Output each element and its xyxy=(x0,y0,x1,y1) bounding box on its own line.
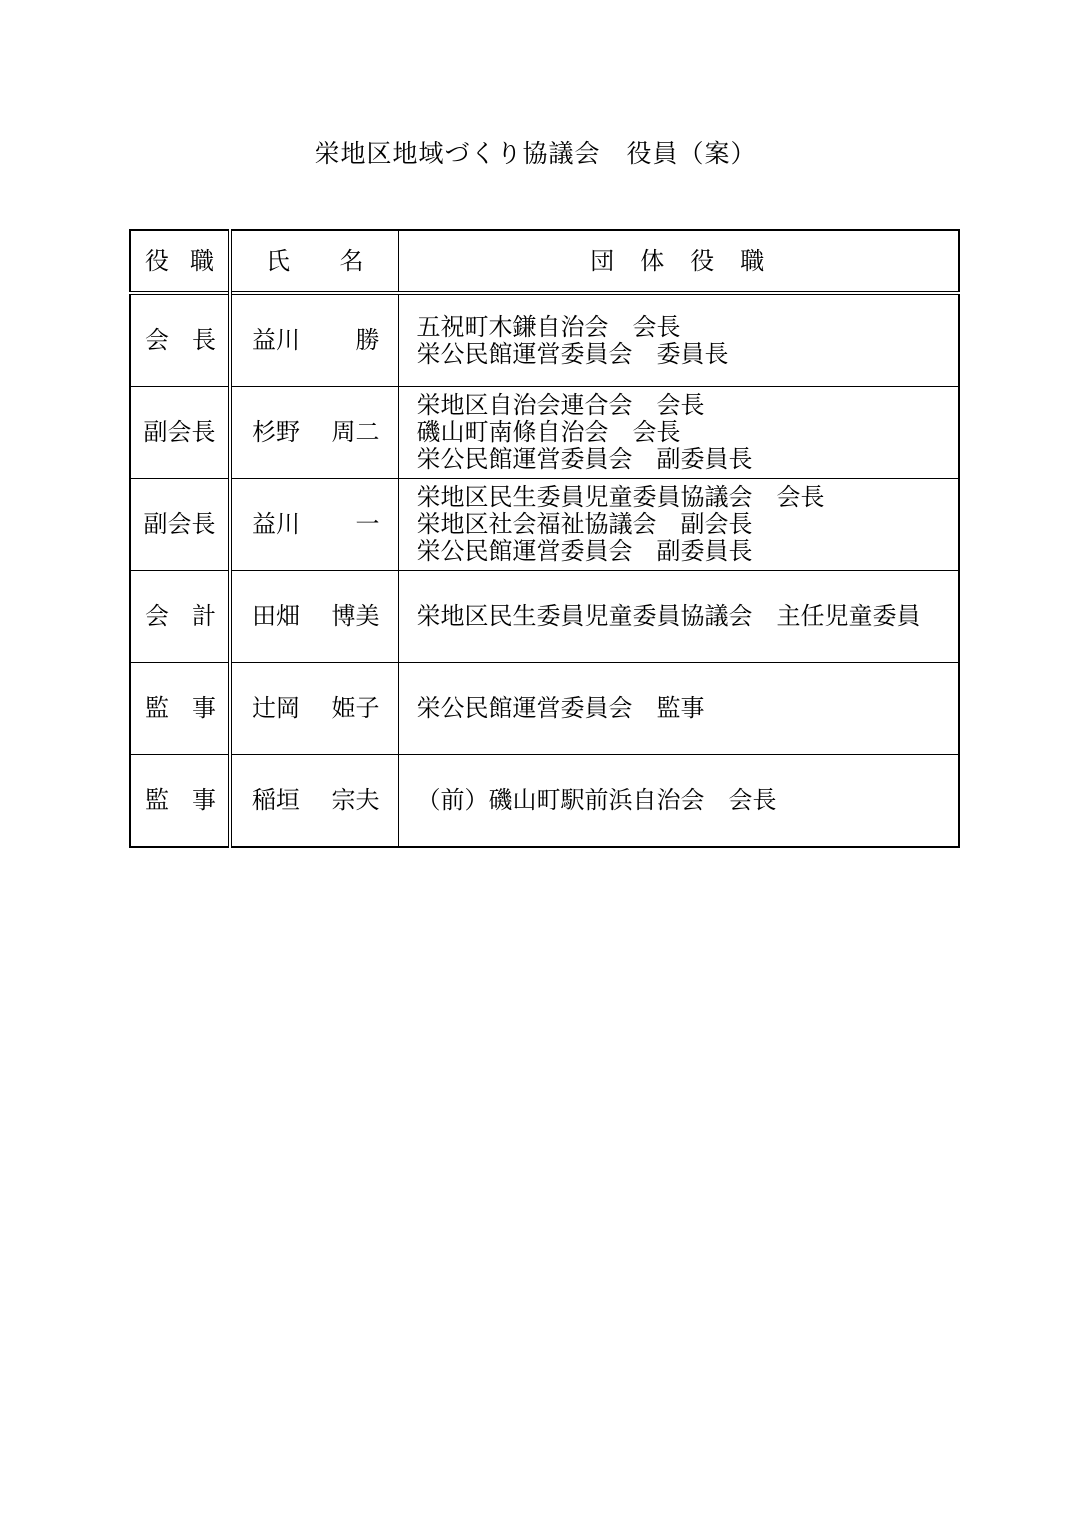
name-cell xyxy=(230,479,398,571)
table-row xyxy=(130,387,959,479)
role-cell xyxy=(130,387,230,479)
header-org-char: 体 xyxy=(640,246,667,275)
role-char: 長 xyxy=(192,326,216,354)
org-line: 栄公民館運営委員会 監事 xyxy=(416,694,705,722)
org-line: 栄公民館運営委員会 委員長 xyxy=(416,339,729,368)
header-org-char: 役 xyxy=(690,246,717,275)
name-cell xyxy=(230,663,398,755)
org-cell xyxy=(398,663,959,755)
org-line: 栄公民館運営委員会 副委員長 xyxy=(416,445,753,473)
table-header xyxy=(130,230,959,293)
family-name: 辻岡 xyxy=(252,694,300,722)
org-cell xyxy=(398,293,959,387)
table-row xyxy=(130,755,959,848)
role-char: 事 xyxy=(192,694,216,722)
role-char: 事 xyxy=(192,786,216,814)
header-role xyxy=(130,230,230,293)
header-org xyxy=(398,230,959,293)
name-cell xyxy=(230,755,398,848)
family-name: 田畑 xyxy=(252,602,300,630)
header-role-char: 役 xyxy=(145,246,171,275)
role-char: 監 xyxy=(145,694,169,722)
role-cell xyxy=(130,571,230,663)
name-cell xyxy=(230,293,398,387)
given-name: 姫子 xyxy=(331,694,380,722)
role-char: 会 xyxy=(145,602,169,630)
org-cell xyxy=(398,479,959,571)
role-char: 監 xyxy=(145,786,169,814)
org-line: 磯山町南條自治会 会長 xyxy=(416,418,681,446)
role-cell xyxy=(130,479,230,571)
family-name: 稲垣 xyxy=(252,786,300,814)
given-name: 周二 xyxy=(331,418,380,446)
table-row xyxy=(130,663,959,755)
role-label: 副会長 xyxy=(143,510,216,538)
role-char: 計 xyxy=(192,602,216,630)
role-label: 副会長 xyxy=(143,418,216,446)
org-cell xyxy=(398,387,959,479)
org-cell xyxy=(398,755,959,848)
given-name: 博美 xyxy=(331,602,380,630)
table-row xyxy=(130,571,959,663)
name-cell xyxy=(230,571,398,663)
header-org-char: 団 xyxy=(590,246,617,275)
family-name: 杉野 xyxy=(252,418,300,446)
org-line: （前）磯山町駅前浜自治会 会長 xyxy=(416,786,777,814)
org-line: 栄地区自治会連合会 会長 xyxy=(416,391,705,419)
org-line: 栄地区民生委員児童委員協議会 会長 xyxy=(416,483,825,511)
name-cell xyxy=(230,387,398,479)
role-cell xyxy=(130,293,230,387)
officers-table xyxy=(129,229,960,848)
org-line: 栄地区民生委員児童委員協議会 主任児童委員 xyxy=(416,602,921,630)
given-name: 一 xyxy=(355,510,380,538)
family-name: 益川 xyxy=(252,510,300,538)
header-name xyxy=(230,230,398,293)
header-row xyxy=(130,230,959,293)
given-name: 勝 xyxy=(355,326,380,354)
org-cell xyxy=(398,571,959,663)
family-name: 益川 xyxy=(252,326,300,354)
table-body xyxy=(130,293,959,847)
table-row xyxy=(130,293,959,387)
given-name: 宗夫 xyxy=(331,786,380,814)
document-title: 栄地区地域づくり協議会 役員（案） xyxy=(314,139,757,168)
header-name-char: 名 xyxy=(339,246,366,275)
role-char: 会 xyxy=(145,326,169,354)
role-cell xyxy=(130,663,230,755)
role-cell xyxy=(130,755,230,848)
org-line: 栄公民館運営委員会 副委員長 xyxy=(416,537,753,565)
org-line: 栄地区社会福祉協議会 副会長 xyxy=(416,510,753,538)
header-org-char: 職 xyxy=(740,246,767,275)
org-line: 五祝町木鎌自治会 会長 xyxy=(416,312,681,341)
header-role-char: 職 xyxy=(190,246,216,275)
table-row xyxy=(130,479,959,571)
header-name-char: 氏 xyxy=(266,246,292,275)
